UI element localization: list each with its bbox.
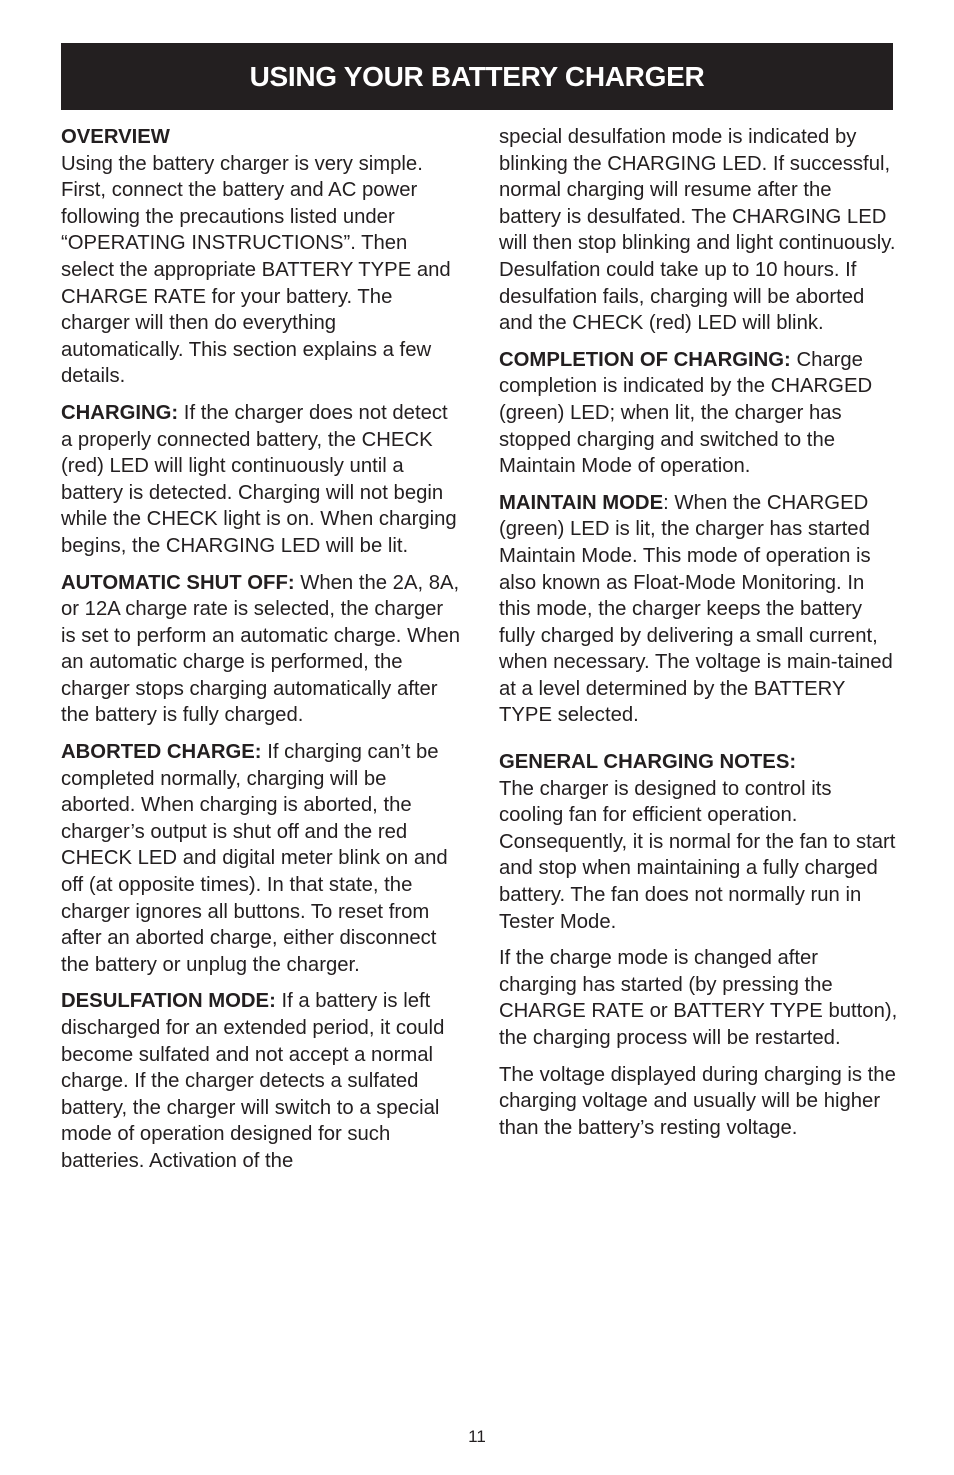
completion-label: COMPLETION OF CHARGING: xyxy=(499,348,791,371)
auto-shutoff-label: AUTOMATIC SHUT OFF: xyxy=(61,571,295,594)
charging-text: If the charger does not detect a properly connected battery, the CHECK (red) LED will light continuously until a battery is detected. Charging will not begin while the CHECK light is on. When charging begins, the CHARGING LED will be lit. xyxy=(61,401,457,557)
aborted-charge-text: If charging can’t be completed normally, charging will be aborted. When charging is aborted, the charger’s output is shut off and the red CHECK LED and digital meter blink on and off (at opposite times). In that state, the charger ignores all buttons. To reset from after an aborted charge, either disconnect the battery or unplug the charger. xyxy=(61,741,448,976)
charging-paragraph xyxy=(61,400,461,560)
desulfation-paragraph xyxy=(61,988,461,1174)
maintain-mode-label: MAINTAIN MODE xyxy=(499,491,664,514)
right-column xyxy=(499,124,899,1151)
general-notes-paragraph xyxy=(499,749,899,935)
desulfation-continued-paragraph: special desulfation mode is indicated by blinking the CHARGING LED. If successful, normal charging will resume after the battery is desulfated. The CHARGING LED will then stop blinking and light continuously. Desulfation could take up to 10 hours. If desulfation fails, charging will be aborted and the CHECK (red) LED will blink. xyxy=(499,126,896,335)
general-notes-heading: GENERAL CHARGING NOTES: xyxy=(499,751,797,774)
overview-text: Using the battery charger is very simple. First, connect the battery and AC power following the precautions listed under “OPERATING INSTRUCTIONS”. Then select the appropriate BATTERY TYPE and CHARGE RATE for your battery. The charger will then do everything automatically. This section explains a few details. xyxy=(61,152,451,388)
completion-paragraph xyxy=(499,347,899,480)
charging-label: CHARGING: xyxy=(61,401,179,424)
maintain-mode-paragraph xyxy=(499,490,899,729)
mode-change-paragraph: If the charge mode is changed after charging has started (by pressing the CHARGE RATE or BATTERY TYPE button), the charging process will be restarted. xyxy=(499,947,898,1049)
completion-text: Charge completion is indicated by the CHARGED (green) LED; when lit, the charger has stopped charging and switched to the Maintain Mode of operation. xyxy=(499,348,873,478)
maintain-mode-text: : When the CHARGED (green) LED is lit, the charger has started Maintain Mode. This mode of operation is also known as Float-Mode Monitoring. In this mode, the charger keeps the battery fully charged by delivering a small current, when necessary. The voltage is main-tained at a level determined by the BATTERY TYPE selected. xyxy=(499,491,893,727)
desulfation-label: DESULFATION MODE: xyxy=(61,990,276,1013)
aborted-charge-label: ABORTED CHARGE: xyxy=(61,741,262,764)
section-header xyxy=(61,43,893,110)
auto-shutoff-text: When the 2A, 8A, or 12A charge rate is selected, the charger is set to perform an automatic charge. When an automatic charge is performed, the charger stops charging automatically after the battery is fully charged. xyxy=(61,571,461,727)
auto-shutoff-paragraph xyxy=(61,570,461,730)
page-title: USING YOUR BATTERY CHARGER xyxy=(249,60,705,92)
general-notes-text: The charger is designed to control its cooling fan for efficient operation. Consequently, it is normal for the fan to start and stop when maintaining a fully charged battery. The fan does not normally run in Tester Mode. xyxy=(499,777,896,933)
overview-paragraph xyxy=(61,124,461,390)
aborted-charge-paragraph xyxy=(61,739,461,978)
left-column xyxy=(61,124,461,1185)
page-number: 11 xyxy=(468,1427,486,1446)
overview-heading: OVERVIEW xyxy=(61,126,170,148)
desulfation-text: If a battery is left discharged for an extended period, it could become sulfated and not accept a normal charge. If the charger detects a sulfated battery, the charger will switch to a special mode of operation designed for such batteries. Activation of the xyxy=(61,990,445,1172)
voltage-note-paragraph: The voltage displayed during charging is the charging voltage and usually will be higher than the battery’s resting voltage. xyxy=(499,1063,896,1139)
